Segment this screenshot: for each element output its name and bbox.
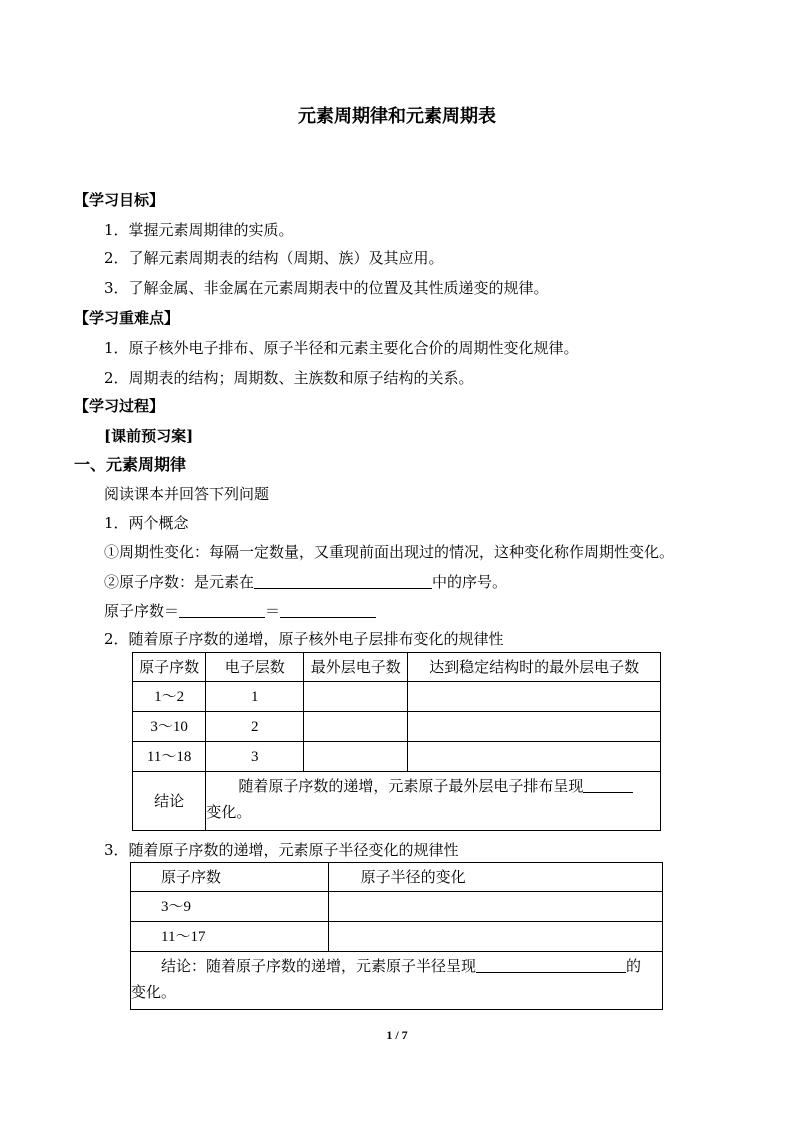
table-row	[131, 892, 663, 922]
cell-stable-electrons-input[interactable]	[408, 682, 661, 712]
preview-subheading: [课前预习案]	[104, 427, 194, 445]
document-title: 元素周期律和元素周期表	[298, 106, 496, 127]
goals-heading: 【学习目标】	[74, 191, 165, 209]
key-points-heading: 【学习重难点】	[74, 309, 180, 327]
key-point-item-1: 1．原子核外电子排布、原子半径和元素主要化合价的周期性变化规律。	[104, 339, 579, 357]
table-row	[133, 682, 661, 712]
conclusion-blank[interactable]	[583, 777, 633, 793]
header-outer-electrons: 最外层电子数	[304, 653, 408, 682]
process-heading: 【学习过程】	[74, 397, 165, 415]
atomic-number-prefix: ②原子序数：是元素在	[104, 573, 255, 591]
key-point-item-2: 2．周期表的结构；周期数、主族数和原子结构的关系。	[104, 369, 474, 387]
conclusion-end: 变化。	[206, 803, 252, 821]
cell-layer-count: 2	[206, 712, 304, 742]
header-atomic-number: 原子序数	[133, 653, 206, 682]
conclusion-row	[131, 952, 663, 1010]
concept-atomic-number	[104, 572, 507, 592]
conclusion-tail: 的	[626, 957, 642, 975]
cell-outer-electrons-input[interactable]	[304, 682, 408, 712]
conclusion-line-1	[131, 954, 662, 979]
page-number: 1 / 7	[386, 1028, 408, 1042]
cell-atomic-range: 11～17	[131, 922, 329, 952]
conclusion-text: 结论：随着原子序数的递增，元素原子半径呈现	[161, 957, 477, 975]
conclusion-label: 结论	[133, 772, 206, 831]
cell-stable-electrons-input[interactable]	[408, 712, 661, 742]
concept-periodic-change: ①周期性变化：每隔一定数量，又重现前面出现过的情况，这种变化称作周期性变化。	[104, 543, 675, 561]
conclusion-cell	[131, 952, 663, 1010]
goal-item-3: 3．了解金属、非金属在元素周期表中的位置及其性质递变的规律。	[104, 279, 549, 297]
conclusion-line-1	[206, 774, 660, 799]
question-3-label: 3．随着原子序数的递增，元素原子半径变化的规律性	[104, 841, 459, 859]
header-radius-change: 原子半径的变化	[328, 863, 662, 892]
header-electron-layers: 电子层数	[206, 653, 304, 682]
question-2-label: 2．随着原子序数的递增，原子核外电子层排布变化的规律性	[104, 630, 504, 648]
part1-intro: 阅读课本并回答下列问题	[104, 485, 270, 503]
equation-prefix: 原子序数＝	[104, 602, 180, 620]
cell-atomic-range: 3～9	[131, 892, 329, 922]
header-atomic-number: 原子序数	[131, 863, 329, 892]
goal-item-2: 2．了解元素周期表的结构（周期、族）及其应用。	[104, 249, 444, 267]
cell-outer-electrons-input[interactable]	[304, 712, 408, 742]
conclusion-end: 变化。	[131, 983, 177, 1001]
goal-item-1: 1．掌握元素周期律的实质。	[104, 221, 294, 239]
header-stable-outer-electrons: 达到稳定结构时的最外层电子数	[408, 653, 661, 682]
conclusion-cell	[206, 772, 661, 831]
cell-outer-electrons-input[interactable]	[304, 742, 408, 772]
cell-atomic-range: 3～10	[133, 712, 206, 742]
conclusion-row	[133, 772, 661, 831]
equation-blank-1[interactable]	[179, 602, 265, 618]
table-row	[131, 922, 663, 952]
conclusion-text: 随着原子序数的递增，元素原子最外层电子排布呈现	[238, 777, 584, 795]
cell-atomic-range: 11～18	[133, 742, 206, 772]
conclusion-blank[interactable]	[476, 957, 626, 973]
atomic-number-blank[interactable]	[254, 573, 432, 589]
electron-layer-table	[132, 652, 661, 831]
cell-atomic-range: 1～2	[133, 682, 206, 712]
part1-heading: 一、元素周期律	[74, 455, 187, 474]
table-row	[133, 742, 661, 772]
cell-layer-count: 1	[206, 682, 304, 712]
cell-radius-input[interactable]	[328, 892, 662, 922]
atomic-radius-table	[130, 862, 663, 1010]
cell-layer-count: 3	[206, 742, 304, 772]
atomic-number-equation	[104, 601, 376, 621]
atomic-number-suffix: 中的序号。	[432, 573, 508, 591]
cell-radius-input[interactable]	[328, 922, 662, 952]
question-1-label: 1．两个概念	[104, 514, 189, 532]
cell-stable-electrons-input[interactable]	[408, 742, 661, 772]
table-row	[133, 712, 661, 742]
equation-equals: ＝	[265, 602, 281, 620]
equation-blank-2[interactable]	[280, 602, 376, 618]
